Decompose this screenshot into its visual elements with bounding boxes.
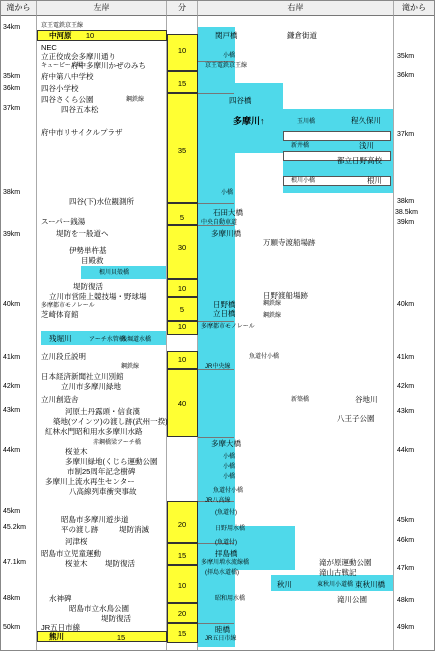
km-right: 35km (397, 53, 415, 60)
left-embank-road: 堤防を一般道へ (56, 229, 109, 238)
right-hino-water: 日野用水橋 (215, 526, 246, 532)
left-nihon-newspaper: 日本経済新聞社立川別館 (41, 372, 124, 381)
right-tama-ohashi: 多摩大橋 (211, 439, 241, 448)
left-akishima-ground: 昭島市立児童運動 (41, 549, 101, 558)
km-left: 36km (3, 85, 21, 92)
left-super: スーパー銭湯 (41, 217, 86, 226)
km-right: 39km (397, 219, 415, 226)
right-sekido: 関戸橋 (215, 31, 238, 40)
minutes-value: 10 (177, 322, 187, 331)
right-toaki-small: 東秋川小道橋 (317, 582, 354, 588)
right-yazawa: 谷地川 (355, 395, 378, 404)
km-left: 50km (3, 624, 21, 631)
km-left: 40km (3, 301, 21, 308)
right-showa-water: 昭和用水橋 (215, 596, 246, 602)
km-left: 35km (3, 73, 21, 80)
km-right: 48km (397, 597, 415, 604)
km-right: 41km (397, 354, 415, 361)
minutes-value: 30 (177, 243, 187, 252)
left-embank-restore3: 堤防復活 (101, 614, 131, 623)
right-chuo-road: 中央自動車道 (201, 220, 238, 226)
right-haijima-pipe: (拝島水道橋) (205, 570, 239, 576)
right-sakanaga-2: 魚道付小橋 (213, 488, 244, 494)
right-iron-tower-2: 鋼鉄線 (263, 313, 282, 319)
header-right-bank: 右岸 (198, 1, 394, 16)
left-nekawa-bridge: 根川貝殻橋 (99, 270, 130, 276)
minutes-value: 20 (177, 520, 187, 529)
right-keio-line: 京王電鉄京王線 (205, 63, 248, 69)
right-hino-bridge: 日野橋 (213, 300, 236, 309)
left-yotsuya-matsu: 四谷五本松 (61, 105, 99, 114)
right-iron-tower: 鋼鉄線 (263, 301, 282, 307)
right-small-c: 小橋 (223, 474, 236, 480)
rule (198, 623, 234, 624)
right-sakanaga: 魚道付小橋 (249, 354, 280, 360)
right-tamagawa-bridge: 多摩川橋 (211, 229, 241, 238)
km-right: 49km (397, 624, 415, 631)
right-nekawa-small: 根川小橋 (291, 178, 316, 184)
right-small-bridge-2: 小橋 (221, 190, 234, 196)
right-small-b: 小橋 (223, 464, 236, 470)
col-divider (393, 1, 394, 650)
left-tachikawa-keirin: 立川市営陸上競技場・野球場 (49, 292, 147, 301)
left-tachikawa-dan: 立川段丘説明 (41, 352, 86, 361)
right-sakanaga-3: (魚道付) (215, 510, 237, 516)
km-right: 47km (397, 565, 415, 572)
left-archpipe: アーチ水管橋 (89, 337, 125, 343)
right-new-bridge: 新築橋 (291, 397, 310, 403)
header-km-left: 滝から (1, 1, 37, 16)
right-jr-hachiko: JR八高線 (205, 498, 231, 504)
left-sakura: 桜並木 (65, 447, 88, 456)
left-kouyou: 紅林水門昭和用水多摩川水路 (45, 427, 143, 436)
right-mutsumi: 睦橋 (215, 625, 230, 634)
km-left: 42km (3, 383, 21, 390)
km-left: 39km (3, 231, 21, 238)
minutes-value: 10 (177, 284, 187, 293)
left-embank-restore: 堤防復活 (73, 282, 103, 291)
km-left: 37km (3, 105, 21, 112)
left-sakura2: 桜並木 (65, 559, 88, 568)
right-yotsuya-bridge: 四谷橋 (229, 96, 252, 105)
minute-block (167, 225, 198, 279)
left-tachikawa-tama: 立川市多摩川緑地 (61, 382, 121, 391)
rule (198, 203, 234, 204)
minutes-value: 15 (177, 79, 187, 88)
left-water-station: 四谷(下)水位観測所 (69, 197, 134, 206)
km-left: 44km (3, 447, 21, 454)
header-minutes: 分 (167, 1, 198, 16)
left-zanbori-bridge: 残堀道水橋 (121, 337, 152, 343)
left-nakagawara: 中河原 (49, 31, 72, 40)
left-zanbori: 残堀川 (49, 334, 72, 343)
right-jr-itsukaichi: JR五日市線 (205, 636, 237, 642)
left-kyupi: キューピーエ場 (41, 63, 83, 69)
right-hino-school: 都立日野高校 (337, 156, 382, 165)
left-yotsuya-sakura: 四谷さくら公園 (41, 95, 94, 104)
minutes-value: 15 (116, 633, 126, 642)
header-km-right: 滝から (394, 1, 434, 16)
right-tei-kuru: 程久保川 (351, 116, 381, 125)
left-hira-watashi: 平の渡し跡 (61, 525, 99, 534)
right-takiyama: 滝山古戦記 (319, 568, 357, 577)
right-small-bridge-1: 小橋 (223, 53, 236, 59)
left-tama-park: 多摩川緑地(くじら運動公園 (65, 457, 158, 466)
km-right: 36km (397, 72, 415, 79)
km-right: 40km (397, 301, 415, 308)
right-hachioji: 八王子公園 (337, 414, 375, 423)
minutes-value: 40 (177, 399, 187, 408)
right-ishida: 石田大橋 (213, 208, 243, 217)
left-city-memorial: 市制25周年記念樹碑 (67, 467, 136, 476)
minutes-value: 35 (177, 146, 187, 155)
km-left: 48km (3, 595, 21, 602)
km-right: 45km (397, 517, 415, 524)
left-suishin: 水神碑 (49, 594, 72, 603)
left-kawara-market: 河原土丹露頭・信食漢 (65, 407, 140, 416)
left-nec: NEC (41, 43, 57, 52)
left-akishima-stone: 昭島市立水鳥公園 (69, 604, 129, 613)
minutes-value: 15 (177, 551, 187, 560)
left-shibasaki: 芝崎体育館 (41, 310, 79, 319)
col-divider (36, 1, 37, 650)
right-tamagawa: 多摩川↑ (233, 116, 265, 126)
km-right: 42km (397, 383, 415, 390)
left-tama-upper: 多摩川上流水再生センター (45, 477, 135, 486)
minutes-value: 5 (179, 305, 185, 314)
minutes-value: 10 (85, 31, 95, 40)
minutes-value: 10 (177, 46, 187, 55)
km-right: 38km (397, 198, 415, 205)
left-kazemichi: 府中多摩川かぜのみち (71, 61, 146, 70)
right-nekawa: 根川 (367, 176, 382, 185)
right-haijima: 拝島橋 (215, 549, 238, 558)
right-jr-chuo: JR中央線 (205, 364, 231, 370)
right-hino-ferry: 日野渡船場跡 (263, 291, 308, 300)
km-right: 46km (397, 537, 415, 544)
right-akigawa: 秋川 (277, 580, 292, 589)
left-mokusei: 目殿救 (81, 256, 104, 265)
km-right: 37km (397, 131, 415, 138)
minutes-value: 10 (177, 355, 187, 364)
left-garden: 築地(ツインツ)の渡し跡(武州一揆) (53, 417, 168, 426)
left-ise-stone: 伊勢単杵基 (69, 246, 107, 255)
right-toaki: 東秋川橋 (355, 580, 385, 589)
left-keio-line: 京王電鉄京王線 (41, 23, 84, 29)
right-shinjo: 新井橋 (291, 143, 310, 149)
left-recycle: 府中市リサイクルプラザ (41, 128, 123, 137)
river-box (283, 131, 391, 141)
left-fuchu8: 府中第八中学校 (41, 72, 94, 81)
rule (198, 437, 234, 438)
left-tama-monorail: 多摩都市モノレール (41, 303, 95, 309)
right-kamakura: 鎌倉街道 (287, 31, 317, 40)
left-iron-tower-2: 鋼鉄線 (121, 364, 140, 370)
right-tachi-bridge: 立日橋 (213, 309, 236, 318)
left-kumakawa: 熊川 (49, 632, 64, 641)
rule (198, 93, 234, 94)
km-left: 47.1km (3, 559, 26, 566)
left-akabane-bridge: 赤鋼橋梁アーチ橋 (93, 440, 141, 446)
left-embank-lost: 堤防消滅 (119, 525, 149, 534)
minutes-value: 5 (179, 213, 185, 222)
left-iron-tower: 鋼鉄線 (126, 97, 145, 103)
km-left: 43km (3, 407, 21, 414)
right-small-a: 小橋 (223, 454, 236, 460)
km-right: 43km (397, 408, 415, 415)
left-yotsuya-elem: 四谷小学校 (41, 84, 79, 93)
left-akishima-park: 昭島市多摩川遊歩道 (61, 515, 129, 524)
left-kawazu: 河津桜 (65, 537, 88, 546)
header-left-bank: 左岸 (37, 1, 167, 16)
km-right: 38.5km (395, 209, 418, 216)
left-tachikawa: 立正佼成会多摩川通り (41, 52, 116, 61)
left-hachikou: 八高線列車衝突事故 (69, 487, 137, 496)
right-asakawa: 浅川 (359, 141, 374, 150)
right-suijin-bridge: 滝が原運動公園 (319, 558, 372, 567)
right-sakanaga-4: (魚道付) (215, 540, 237, 546)
right-takiyama-park: 滝川公園 (337, 595, 367, 604)
km-left: 45.2km (3, 524, 26, 531)
km-left: 45km (3, 508, 21, 515)
left-tachikawa-gakuen: 立川創造舎 (41, 395, 79, 404)
km-left: 41km (3, 354, 21, 361)
right-tama-bridge: 玉川橋 (297, 119, 316, 125)
km-left: 38km (3, 189, 21, 196)
km-right: 44km (397, 447, 415, 454)
left-jr-itsukaichi: JR五日市線 (41, 623, 81, 632)
right-monorail: 多摩都市モノレール (201, 324, 255, 330)
minutes-value: 10 (177, 581, 187, 590)
right-manganji: 万願寺渡船場跡 (263, 238, 316, 247)
left-embank-restore2: 堤防復活 (105, 559, 135, 568)
minutes-value: 20 (177, 609, 187, 618)
right-tama-water-pipe: 多摩川増水流線橋 (201, 560, 250, 566)
km-left: 34km (3, 24, 21, 31)
minutes-value: 15 (177, 629, 187, 638)
